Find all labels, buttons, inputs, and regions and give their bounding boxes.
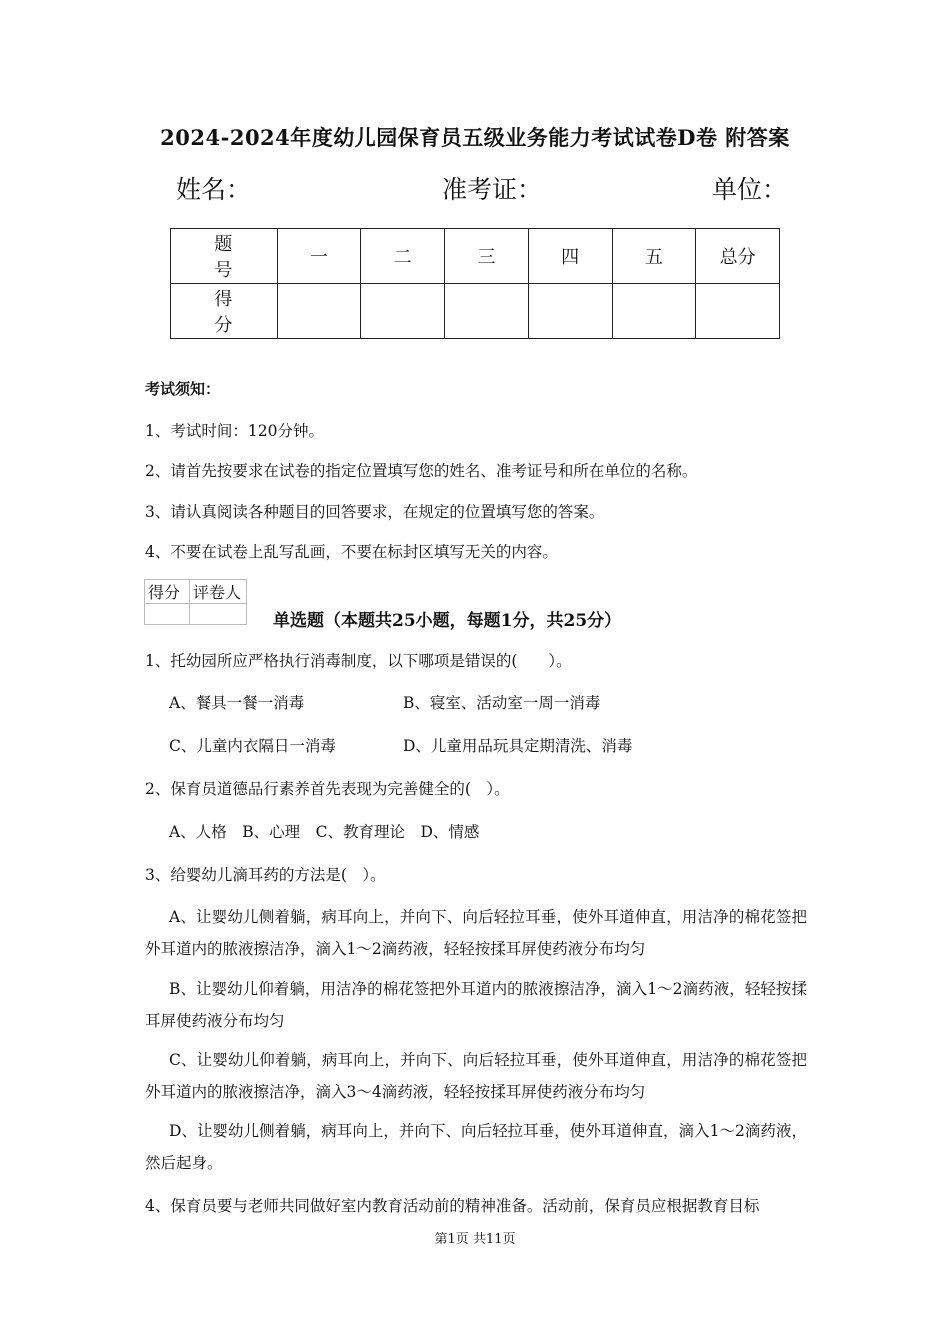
notice-item-4: 4、不要在试卷上乱写乱画，不要在标封区填写无关的内容。 xyxy=(145,543,558,561)
score-cell-5[interactable] xyxy=(612,284,696,339)
header-cell-4: 四 xyxy=(528,229,612,284)
question-1-option-c[interactable]: C、儿童内衣隔日一消毒 xyxy=(169,737,336,755)
header-cell-total: 总分 xyxy=(696,229,780,284)
question-2-stem: 2、保育员道德品行素养首先表现为完善健全的( ）。 xyxy=(145,780,510,798)
score-table xyxy=(170,228,780,339)
question-1-option-a[interactable]: A、餐具一餐一消毒 xyxy=(169,694,305,712)
notice-item-1: 1、考试时间：120分钟。 xyxy=(145,422,324,440)
page-footer: 第1页 共11页 xyxy=(434,1232,516,1247)
unit-field-label: 单位： xyxy=(712,175,788,204)
grader-score-cell[interactable] xyxy=(145,604,190,625)
score-table-score-row xyxy=(171,284,780,339)
question-1-stem: 1、托幼园所应严格执行消毒制度，以下哪项是错误的( ）。 xyxy=(145,652,572,670)
notice-heading: 考试须知： xyxy=(145,380,221,398)
score-cell-2[interactable] xyxy=(361,284,445,339)
question-3-stem: 3、给婴幼儿滴耳药的方法是( ）。 xyxy=(145,866,386,884)
grader-reviewer-label: 评卷人 xyxy=(190,580,247,604)
header-cell-1: 一 xyxy=(277,229,361,284)
score-cell-4[interactable] xyxy=(528,284,612,339)
name-field-label: 姓名： xyxy=(176,175,252,204)
score-table-header-row xyxy=(171,229,780,284)
notice-item-2: 2、请首先按要求在试卷的指定位置填写您的姓名、准考证号和所在单位的名称。 xyxy=(145,462,698,480)
grader-reviewer-cell[interactable] xyxy=(190,604,247,625)
score-cell-1[interactable] xyxy=(277,284,361,339)
question-2-options[interactable]: A、人格 B、心理 C、教育理论 D、情感 xyxy=(169,823,480,841)
notice-item-3: 3、请认真阅读各种题目的回答要求，在规定的位置填写您的答案。 xyxy=(145,503,605,521)
score-cell-3[interactable] xyxy=(445,284,529,339)
question-3-option-c[interactable]: C、让婴幼儿仰着躺，病耳向上，并向下、向后轻拉耳垂，使外耳道伸直，用洁净的棉花签把外耳道内的脓液擦洁净，滴入3～4滴药液，轻轻按揉耳屏使药液分布均匀 xyxy=(145,1051,807,1101)
question-3-option-a[interactable]: A、让婴幼儿侧着躺，病耳向上，并向下、向后轻拉耳垂，使外耳道伸直，用洁净的棉花签把外耳道内的脓液擦洁净，滴入1～2滴药液，轻轻按揉耳屏使药液分布均匀 xyxy=(145,908,807,958)
header-cell-question-no: 题 号 xyxy=(171,229,278,284)
score-row-label: 得 分 xyxy=(171,284,278,339)
exam-number-field-label: 准考证： xyxy=(442,175,543,204)
question-1-option-b[interactable]: B、寝室、活动室一周一消毒 xyxy=(403,694,601,712)
exam-title: 2024-2024年度幼儿园保育员五级业务能力考试试卷D卷 附答案 xyxy=(160,125,790,150)
question-4-stem: 4、保育员要与老师共同做好室内教育活动前的精神准备。活动前，保育员应根据教育目标 xyxy=(145,1197,760,1215)
header-cell-5: 五 xyxy=(612,229,696,284)
question-3-option-b[interactable]: B、让婴幼儿仰着躺，用洁净的棉花签把外耳道内的脓液擦洁净，滴入1～2滴药液，轻轻按揉耳屏使药液分布均匀 xyxy=(145,980,807,1030)
question-1-option-d[interactable]: D、儿童用品玩具定期清洗、消毒 xyxy=(403,737,633,755)
question-3-option-d[interactable]: D、让婴幼儿侧着躺，病耳向上，并向下、向后轻拉耳垂，使外耳道伸直，滴入1～2滴药液，然后起身。 xyxy=(145,1122,807,1172)
section-title: 单选题（本题共25小题，每题1分，共25分） xyxy=(273,611,622,631)
score-cell-total[interactable] xyxy=(696,284,780,339)
grader-box xyxy=(144,579,247,625)
header-cell-2: 二 xyxy=(361,229,445,284)
header-cell-3: 三 xyxy=(445,229,529,284)
grader-score-label: 得分 xyxy=(145,580,190,604)
